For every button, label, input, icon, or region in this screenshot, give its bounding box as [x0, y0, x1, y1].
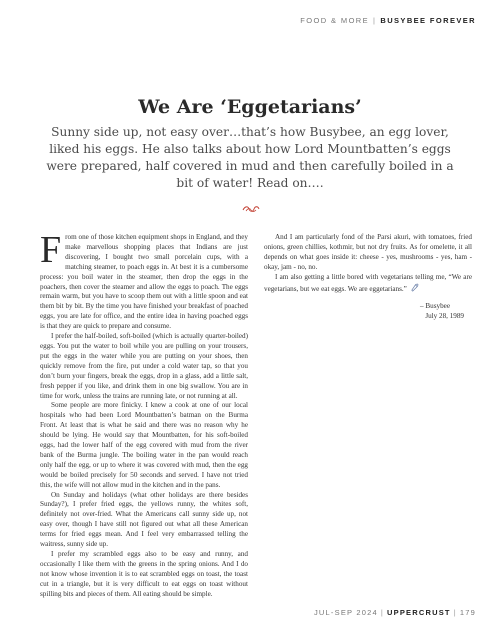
article-paragraph: I prefer my scrambled eggs also to be easy and runny, and occasionally I like them with the greens in the spring onions. And I do not know whose invention it is to eat scrambled eggs on toast, the toast cut in a triangle, but it is very difficult to eat eggs on toast without spilling bits and pieces of them. All eating should be simple. — [40, 550, 248, 598]
footer-issue: JUL-SEP 2024 — [313, 608, 378, 617]
article-paragraph: I am also getting a little bored with vegetarians telling me, “We are vegetarians, but we eat eggs. We are eggetarians.” — [264, 272, 472, 293]
header-section: FOOD & MORE — [300, 16, 370, 25]
article-paragraph: I prefer the half-boiled, soft-boiled (which is actually quarter-boiled) eggs. You put the water to boil while you are pulling on your trousers, put the eggs in the water while you are putting on your shoes, then quickly remove from the fire, put under a cold water tap, so that you don’t burn your fingers, break the eggs, drop in a glass, add a little salt, fresh pepper if you like, and drink them in one big swallow. You are in time for work, unless the trains are running late, or not running at all. — [40, 332, 248, 400]
page-number: 179 — [459, 608, 476, 617]
article-title: We Are ‘Eggetarians’ — [138, 96, 362, 118]
running-header — [300, 16, 476, 25]
footer-separator: | — [380, 608, 385, 617]
article-paragraph: And I am particularly fond of the Parsi akuri, with tomatoes, fried onions, green chillies, kothmir, but not dry fruits. As for omelette, it all depends on what goes inside it: cheese - yes, mushrooms - yes, ham - okay, jam - no, no. — [264, 233, 472, 271]
pen-nib-icon — [410, 283, 419, 292]
footer-magazine: UPPERCRUST — [387, 608, 451, 617]
article-paragraph: From one of those kitchen equipment shops in England, and they make marvellous shopping places that Indians are just discovering, I bought two small porcelain cups, with a matching steamer, to poach eggs in. At best it is a cumbersome process: you boil water in the steamer, then drop the eggs in the poachers, then cover the steamer and allow the eggs to poach. The eggs remain warm, but you have to scoop them out with a little spoon and eat them bit by bit. By the time you have finished your breakfast of poached eggs, you are late for office, and the entire idea in having poached eggs is that they are quick to prepare and consume. — [40, 229, 248, 331]
article-body — [40, 229, 472, 605]
signature-date: July 28, 1989 — [425, 312, 464, 321]
signature-name: – Busybee — [420, 302, 450, 311]
article-standfirst: Sunny side up, not easy over…that’s how Busybee, an egg lover, liked his eggs. He also talks about how Lord Mountbatten’s eggs were prepared, half covered in mud and then carefully boiled in a bit of water! Read on…. — [46, 125, 454, 190]
drop-cap: F — [40, 229, 62, 271]
header-column: BUSYBEE FOREVER — [380, 16, 476, 25]
footer-separator-2: | — [453, 608, 457, 617]
header-separator: | — [373, 16, 377, 25]
article-paragraph: On Sunday and holidays (what other holidays are there besides Sunday?), I prefer fried eggs, the yellows runny, the whites soft, definitely not over-fried. What the Americans call sunny side up, not easy over, though I have still not figured out what all these American terms for fried eggs mean. And I feel very embarrassed telling the waitress, sunny side up. — [40, 490, 248, 549]
running-footer — [314, 608, 476, 617]
article-paragraph: Some people are more finicky. I knew a cook at one of our local hospitals who had been Lord Mountbatten’s batman on the Burma Front. At least that is what he said and there was no reason why he should be lying. He would say that Mountbatten, for his soft-boiled eggs, had the lower half of the egg covered with mud from the river bank of the Burma jungle. The boiling water in the pan would reach only half the egg, or up to where it was covered with mud, then the egg would be boiled precisely for 50 seconds and served. I have not tried this, the wife will not allow mud in the kitchen and in the pans. — [40, 401, 248, 489]
flourish-ornament-icon — [242, 205, 260, 213]
